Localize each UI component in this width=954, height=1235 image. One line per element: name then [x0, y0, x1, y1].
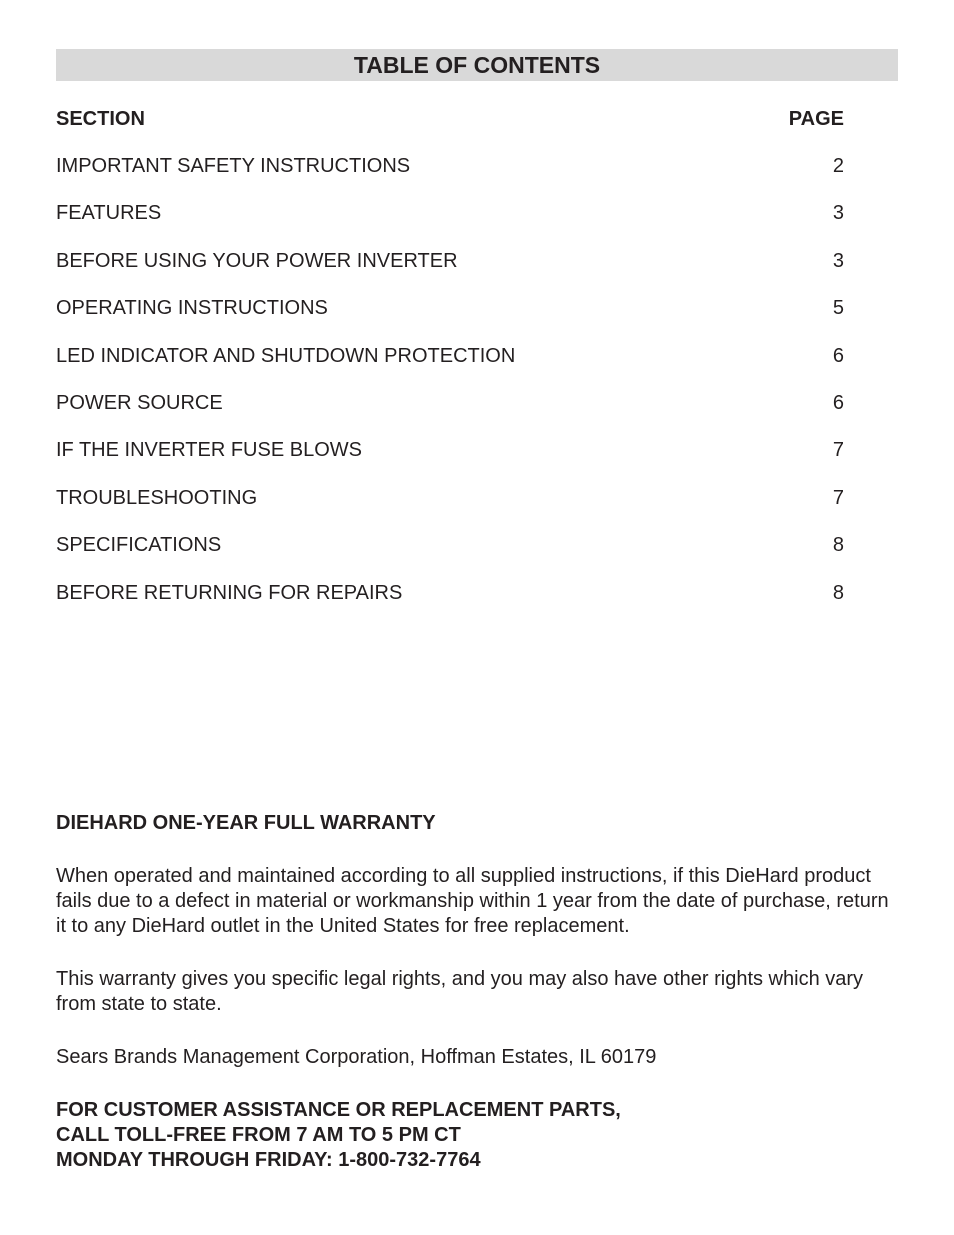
toc-entry-page: 5: [832, 297, 844, 320]
toc-entry-page: 6: [832, 344, 844, 367]
toc-entry[interactable]: [56, 437, 844, 484]
toc-entry-page: 7: [832, 486, 844, 509]
toc-entry[interactable]: [56, 532, 844, 579]
warranty-paragraph: When operated and maintained according to all supplied instructions, if this DieHard product fails due to a defect in material or workmanship within 1 year from the date of purchase, return it to any DieHard outlet in the United States for free replacement.: [56, 865, 889, 937]
page-column-header: PAGE: [788, 108, 844, 130]
toc-entry-section: LED INDICATOR AND SHUTDOWN PROTECTION: [56, 344, 516, 367]
toc-entry-section: BEFORE RETURNING FOR REPAIRS: [56, 581, 403, 604]
toc-header: [56, 106, 844, 132]
toc-entry[interactable]: [56, 580, 844, 627]
toc-entry-section: POWER SOURCE: [56, 391, 223, 414]
toc-entry-section: BEFORE USING YOUR POWER INVERTER: [56, 249, 458, 272]
toc-entry[interactable]: [56, 295, 844, 342]
toc-entry[interactable]: [56, 343, 844, 390]
toc-entry-section: IF THE INVERTER FUSE BLOWS: [56, 439, 362, 462]
toc-entry[interactable]: [56, 248, 844, 295]
toc-entry-section: IMPORTANT SAFETY INSTRUCTIONS: [56, 155, 411, 177]
warranty-heading: DIEHARD ONE-YEAR FULL WARRANTY: [56, 812, 436, 834]
toc-entry-page: 3: [832, 249, 844, 272]
toc-entry-page: 7: [832, 439, 844, 462]
assistance-phone-line: MONDAY THROUGH FRIDAY: 1-800-732-7764: [56, 1149, 481, 1171]
toc-entry-page: 8: [832, 534, 844, 557]
section-column-header: SECTION: [56, 108, 145, 130]
toc-entry-page: 2: [832, 155, 844, 177]
toc-entry[interactable]: [56, 153, 844, 200]
toc-entry-section: OPERATING INSTRUCTIONS: [56, 297, 328, 320]
toc-entry-section: TROUBLESHOOTING: [56, 486, 258, 509]
assistance-line: CALL TOLL-FREE FROM 7 AM TO 5 PM CT: [56, 1124, 461, 1146]
toc-entry[interactable]: [56, 390, 844, 437]
toc-entry-section: FEATURES: [56, 202, 162, 225]
toc-entry-page: 6: [832, 391, 844, 414]
toc-entry-page: 3: [832, 202, 844, 225]
page-title: TABLE OF CONTENTS: [56, 49, 898, 81]
toc-entry[interactable]: [56, 485, 844, 532]
company-address: Sears Brands Management Corporation, Hoffman Estates, IL 60179: [56, 1046, 657, 1068]
toc-entry-page: 8: [832, 581, 844, 604]
customer-assistance: [56, 1098, 901, 1173]
warranty-section: [56, 811, 901, 1201]
assistance-line: FOR CUSTOMER ASSISTANCE OR REPLACEMENT PARTS,: [56, 1099, 621, 1121]
toc-entry-section: SPECIFICATIONS: [56, 534, 222, 557]
toc-list: [56, 153, 844, 627]
legal-rights-paragraph: This warranty gives you specific legal rights, and you may also have other rights which vary from state to state.: [56, 968, 864, 1015]
toc-entry[interactable]: [56, 200, 844, 247]
